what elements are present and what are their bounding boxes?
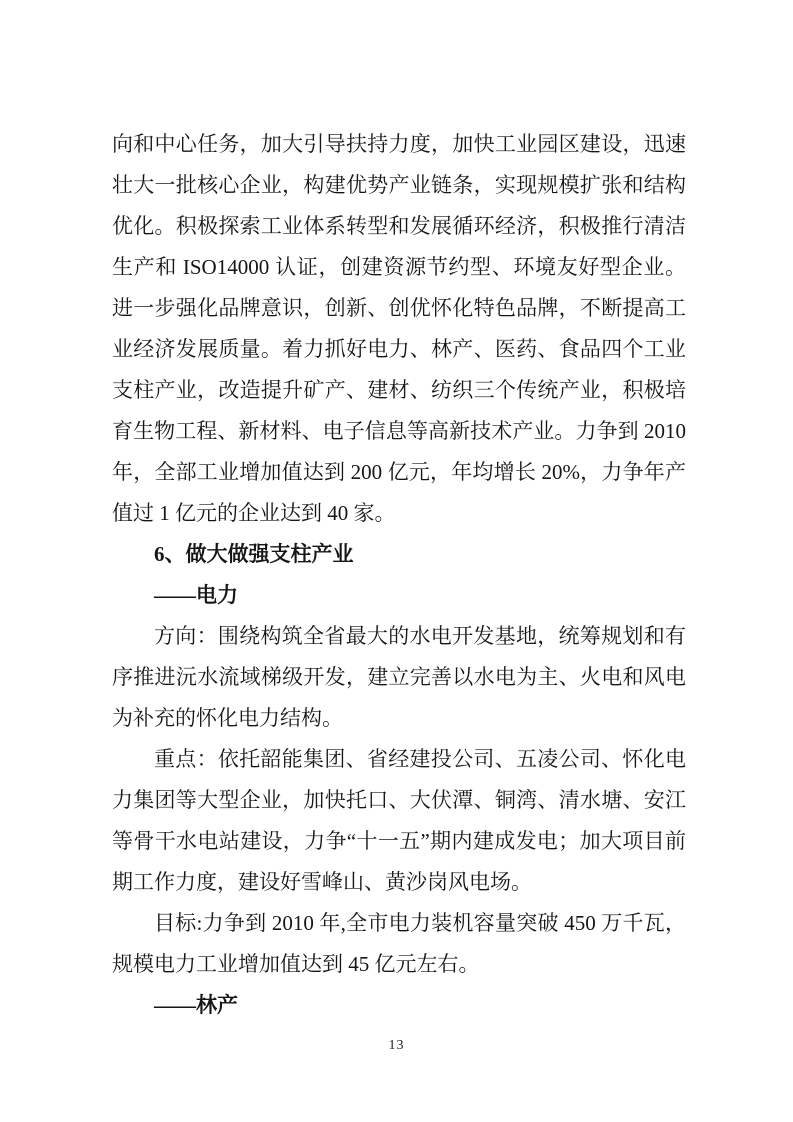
page-body-text — [112, 124, 686, 1026]
subsection-heading-forestry: ——林产 — [154, 993, 238, 1017]
paragraph-industry-overview: 向和中心任务，加大引导扶持力度，加快工业园区建设，迅速壮大一批核心企业，构建优势产业链条，实现规模扩张和结构优化。积极探索工业体系转型和发展循环经济，积极推行清洁生产和 ISO14000 认证，创建资源节约型、环境友好型企业。进一步强化品牌意识，创新、创优怀化特色品牌，不断提高工业经济发展质量。着力抓好电力、林产、医药、食品四个工业支柱产业，改造提升矿产、建材、纺织三个传统产业，积极培育生物工程、新材料、电子信息等高新技术产业。力争到 2010 年，全部工业增加值达到 200 亿元，年均增长 20%，力争年产值过 1 亿元的企业达到 40 家。 — [112, 132, 686, 525]
page-number: 13 — [388, 1038, 405, 1053]
paragraph-focus: 重点：依托韶能集团、省经建投公司、五凌公司、怀化电力集团等大型企业，加快托口、大伏潭、铜湾、清水塘、安江等骨干水电站建设，力争“十一五”期内建成发电；加大项目前期工作力度，建设好雪峰山、黄沙岗风电场。 — [112, 747, 686, 894]
subsection-heading-power: ——电力 — [154, 583, 238, 607]
section-heading-pillar-industries: 6、做大做强支柱产业 — [154, 542, 354, 566]
paragraph-target: 目标:力争到 2010 年,全市电力装机容量突破 450 万千瓦，规模电力工业增加值达到 45 亿元左右。 — [112, 911, 686, 976]
paragraph-direction: 方向：围绕构筑全省最大的水电开发基地，统筹规划和有序推进沅水流域梯级开发，建立完善以水电为主、火电和风电为补充的怀化电力结构。 — [112, 624, 686, 730]
page-footer — [0, 1036, 793, 1055]
